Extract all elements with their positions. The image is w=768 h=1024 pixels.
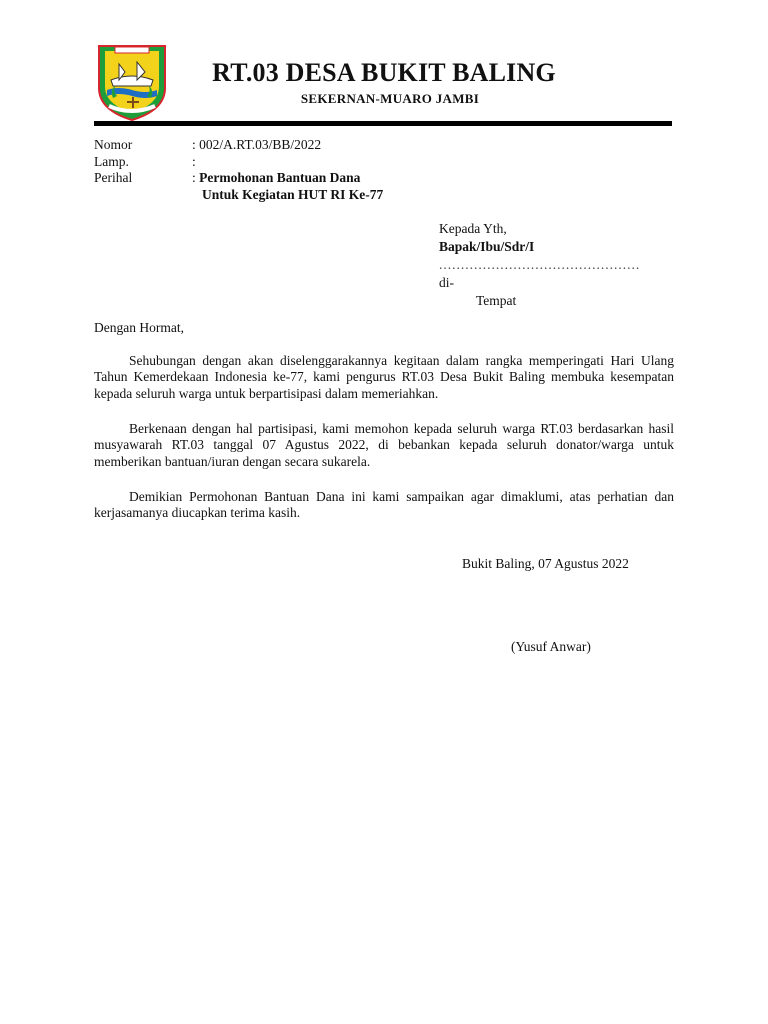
signature-place-date: Bukit Baling, 07 Agustus 2022: [462, 556, 629, 571]
perihal-label: Perihal: [94, 170, 133, 185]
signature-name: (Yusuf Anwar): [511, 639, 591, 654]
recipient-di: di-: [439, 275, 454, 290]
organization-subtitle: SEKERNAN-MUARO JAMBI: [300, 91, 480, 106]
perihal-line-2: Untuk Kegiatan HUT RI Ke-77: [202, 186, 384, 202]
lamp-value: :: [192, 153, 196, 169]
recipient-dotted-line: ..............................................: [439, 257, 641, 272]
body-paragraph-3: Demikian Permohonan Bantuan Dana ini kami sampaikan agar dimaklumi, atas perhatian dan kerjasamanya diucapkan terima kasih.: [94, 489, 674, 521]
perihal-line-1: Permohonan Bantuan Dana: [199, 170, 361, 185]
body-paragraph-1: Sehubungan dengan akan diselenggarakannya kegitaan dalam rangka memperingati Hari Ulang Tahun Kemerdekaan Indonesia ke-77, kami pengurus RT.03 Desa Bukit Baling membuka kesempatan kepada seluruh warga untuk berpartisipasi dalam memeriahkan.: [94, 353, 674, 401]
recipient-name: Bapak/Ibu/Sdr/I: [439, 239, 535, 254]
nomor-value: : 002/A.RT.03/BB/2022: [192, 137, 322, 152]
meta-row-perihal: [94, 170, 383, 203]
body-paragraph-2: Berkenaan dengan hal partisipasi, kami memohon kepada seluruh warga RT.03 berdasarkan hasil musyawarah RT.03 tanggal 07 Agustus 2022, di bebankan kepada seluruh donator/warga untuk memberikan bantuan/iuran dengan secara sukarela.: [94, 421, 674, 469]
perihal-value: [192, 170, 383, 203]
recipient-salutation: Kepada Yth,: [439, 221, 507, 236]
meta-row-nomor: [94, 137, 383, 154]
lamp-label: Lamp.: [94, 153, 129, 169]
meta-row-lamp: [94, 154, 383, 171]
recipient-block: [439, 220, 673, 310]
recipient-place: Tempat: [476, 293, 517, 308]
letterhead-divider: [94, 121, 672, 126]
nomor-label: Nomor: [94, 137, 133, 152]
perihal-prefix: :: [192, 170, 200, 185]
letter-meta: [94, 137, 383, 203]
organization-name: RT.03 DESA BUKIT BALING: [212, 58, 556, 87]
greeting: Dengan Hormat,: [94, 320, 184, 335]
